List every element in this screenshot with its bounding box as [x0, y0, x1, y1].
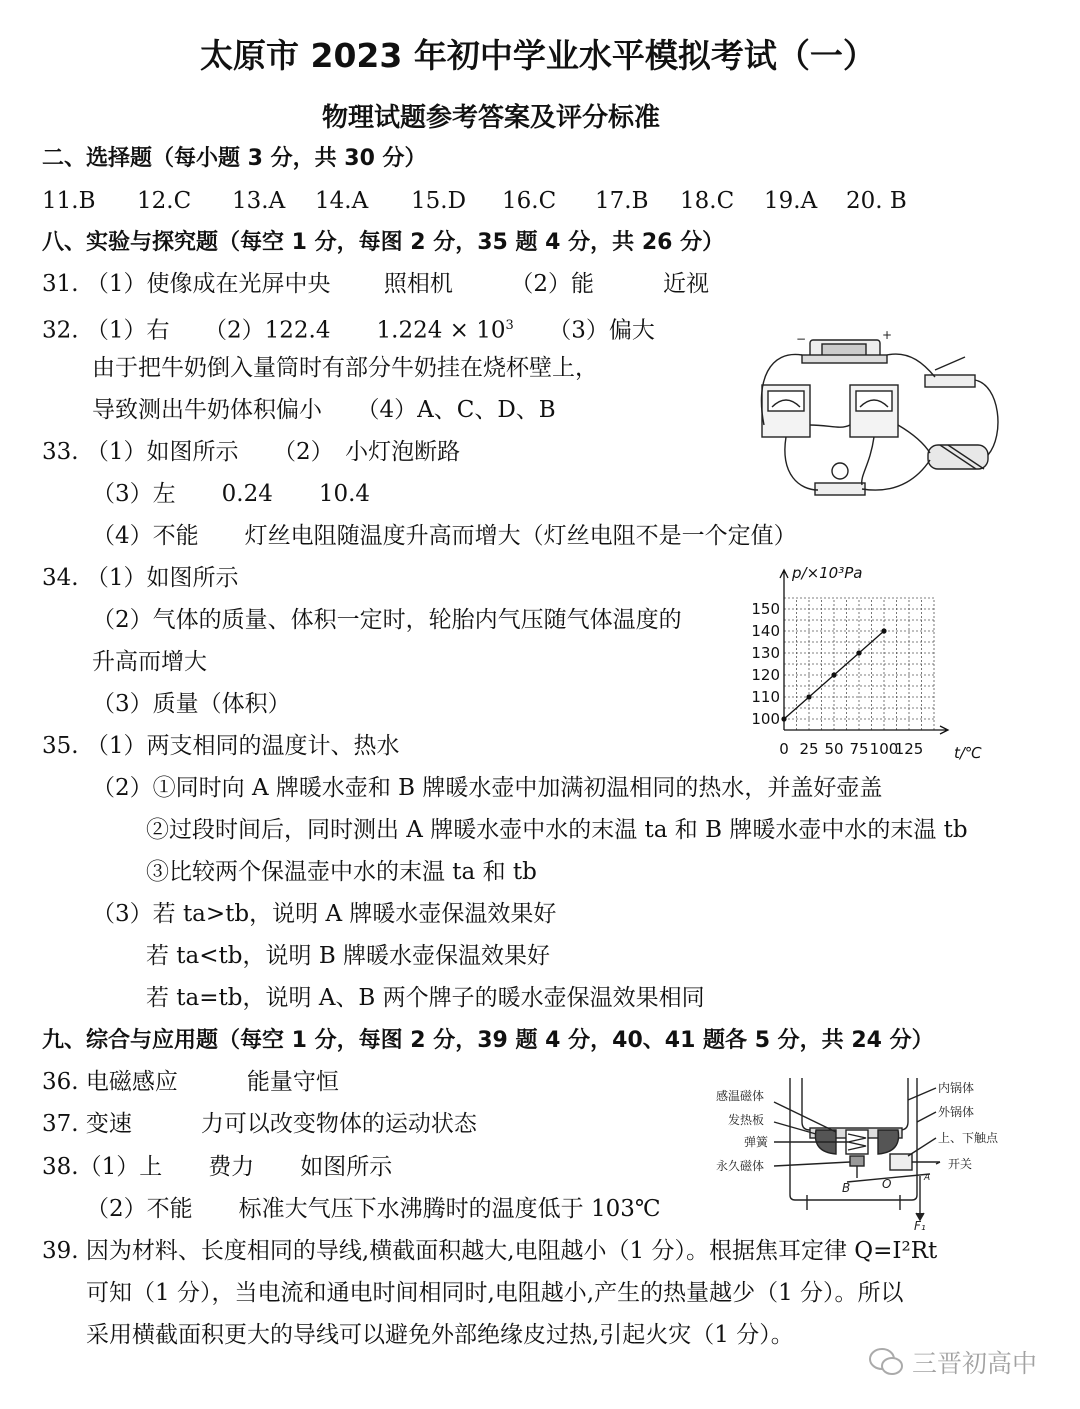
answer-39-line3: 采用横截面积更大的导线可以避免外部绝缘皮过热,引起火灾（1 分）。	[86, 1322, 794, 1348]
chart-data-point	[806, 694, 811, 699]
label-permanent-magnet: 永久磁体	[716, 1159, 765, 1173]
chart-data-point	[881, 628, 886, 633]
answer-13: 13.A	[232, 188, 286, 214]
lamp-bulb	[832, 463, 848, 479]
chart-y-tick-label: 110	[751, 688, 780, 706]
answer-20: 20. B	[846, 188, 907, 214]
answer-15: 15.D	[411, 188, 467, 214]
rice-cooker-diagram	[712, 1070, 1012, 1232]
answer-34-line3: 升高而增大	[92, 649, 207, 675]
chart-y-tick-label: 100	[751, 710, 780, 728]
answer-34-line2: （2）气体的质量、体积一定时，轮胎内气压随气体温度的	[92, 607, 682, 633]
answer-31: 31. （1）使像成在光屏中央 照相机 （2）能 近视	[42, 271, 709, 297]
chart-x-tick-label: 50	[824, 740, 844, 758]
page-subtitle: 物理试题参考答案及评分标准	[322, 103, 661, 133]
answer-32-part-b: （3）偏大	[513, 317, 655, 344]
inner-pot	[802, 1078, 908, 1130]
answer-35-line7: 若 ta=tb，说明 A、B 两个牌子的暖水壶保温效果相同	[146, 985, 705, 1011]
answer-32-exponent: 3	[505, 318, 514, 333]
chart-data-point	[781, 716, 786, 721]
chart-x-axis-label: t/℃	[954, 744, 982, 762]
answer-35-line5: （3）若 ta>tb，说明 A 牌暖水壶保温效果好	[92, 901, 557, 927]
chart-y-tick-label: 150	[751, 600, 780, 618]
answer-19: 19.A	[764, 188, 818, 214]
answer-34-line4: （3）质量（体积）	[92, 691, 291, 717]
answer-32-line2: 由于把牛奶倒入量筒时有部分牛奶挂在烧杯壁上，	[92, 355, 598, 381]
answer-18: 18.C	[680, 188, 735, 214]
answer-35-line4: ③比较两个保温壶中水的末温 ta 和 tb	[146, 859, 537, 885]
chart-x-tick-label: 125	[894, 740, 924, 758]
label-point-o: O	[882, 1177, 892, 1191]
answer-34-line1: 34. （1）如图所示	[42, 565, 239, 591]
answer-37: 37. 变速 力可以改变物体的运动状态	[42, 1111, 477, 1137]
answer-32-line1	[42, 311, 655, 346]
chart-x-tick-label: 100	[869, 740, 899, 758]
svg-text:−: −	[796, 332, 807, 346]
answer-36: 36. 电磁感应 能量守恒	[42, 1069, 339, 1095]
chart-x-tick-label: 25	[799, 740, 819, 758]
answer-35-line2: （2）①同时向 A 牌暖水壶和 B 牌暖水壶中加满初温相同的热水，并盖好壶盖	[92, 775, 883, 801]
watermark-text: 三晋初高中	[912, 1349, 1038, 1378]
answer-33-line3: （4）不能 灯丝电阻随温度升高而增大（灯丝电阻不是一个定值）	[92, 523, 797, 549]
label-inner-pot: 内锅体	[938, 1081, 975, 1095]
label-force-f1: F₁	[914, 1219, 926, 1232]
answer-38-line2: （2）不能 标准大气压下水沸腾时的温度低于 103℃	[86, 1196, 661, 1222]
chart-y-axis-label: p/×10³Pa	[792, 564, 863, 582]
label-point-b: B	[842, 1181, 851, 1195]
label-sensing-magnet: 感温磁体	[716, 1089, 765, 1103]
section-2-heading: 二、选择题（每小题 3 分，共 30 分）	[42, 146, 427, 171]
wechat-icon	[868, 1347, 904, 1377]
chart-y-tick-label: 140	[751, 622, 780, 640]
circuit-diagram	[750, 325, 1015, 510]
contacts	[890, 1154, 912, 1170]
answer-35-line1: 35. （1）两支相同的温度计、热水	[42, 733, 400, 759]
chart-y-axis	[780, 570, 788, 730]
answer-32-line3: 导致测出牛奶体积偏小 （4）A、C、D、B	[92, 397, 556, 423]
page-title: 太原市 2023 年初中学业水平模拟考试（一）	[200, 36, 876, 75]
label-point-a: A	[924, 1173, 931, 1183]
answer-39-line1: 39. 因为材料、长度相同的导线,横截面积越大,电阻越小（1 分）。根据焦耳定律 Q=I²Rt	[42, 1238, 938, 1264]
section-9-heading: 九、综合与应用题（每空 1 分，每图 2 分，39 题 4 分，40、41 题各 5 分，共 24 分）	[42, 1028, 934, 1053]
chart-y-tick-label: 120	[751, 666, 780, 684]
answer-33-line1: 33. （1）如图所示 （2） 小灯泡断路	[42, 439, 461, 465]
answer-39-line2: 可知（1 分），当电流和通电时间相同时,电阻越小,产生的热量越少（1 分）。所以	[86, 1280, 904, 1306]
answer-12: 12.C	[137, 188, 192, 214]
answer-16: 16.C	[502, 188, 557, 214]
answer-17: 17.B	[595, 188, 649, 214]
answer-11: 11.B	[42, 188, 96, 214]
watermark	[868, 1345, 1037, 1379]
label-switch: 开关	[948, 1157, 973, 1171]
chart-data-point	[856, 650, 861, 655]
answer-38-line1: 38.（1）上 费力 如图所示	[42, 1154, 393, 1180]
section-8-heading: 八、实验与探究题（每空 1 分，每图 2 分，35 题 4 分，共 26 分）	[42, 230, 725, 255]
svg-text:+: +	[882, 328, 893, 342]
chart-data-point	[831, 672, 836, 677]
answer-14: 14.A	[315, 188, 369, 214]
label-outer-pot: 外锅体	[938, 1105, 975, 1119]
chart-y-tick-label: 130	[751, 644, 780, 662]
label-spring: 弹簧	[744, 1135, 769, 1149]
answer-35-line3: ②过段时间后，同时测出 A 牌暖水壶中水的末温 ta 和 B 牌暖水壶中水的末温 tb	[146, 817, 968, 843]
chart-x-axis	[784, 726, 948, 734]
answer-32-part-a: 32. （1）右 （2）122.4 1.224 × 10	[42, 317, 506, 344]
label-contacts: 上、下触点	[938, 1131, 999, 1145]
switch	[925, 375, 975, 387]
permanent-magnet	[850, 1156, 864, 1166]
lamp-base	[815, 483, 865, 495]
pressure-temperature-chart	[740, 558, 995, 768]
label-heating-plate: 发热板	[728, 1113, 765, 1127]
chart-x-tick-label: 75	[849, 740, 869, 758]
chart-x-tick-label: 0	[779, 740, 789, 758]
answer-35-line6: 若 ta<tb，说明 B 牌暖水壶保温效果好	[146, 943, 551, 969]
answer-33-line2: （3）左 0.24 10.4	[92, 481, 371, 507]
